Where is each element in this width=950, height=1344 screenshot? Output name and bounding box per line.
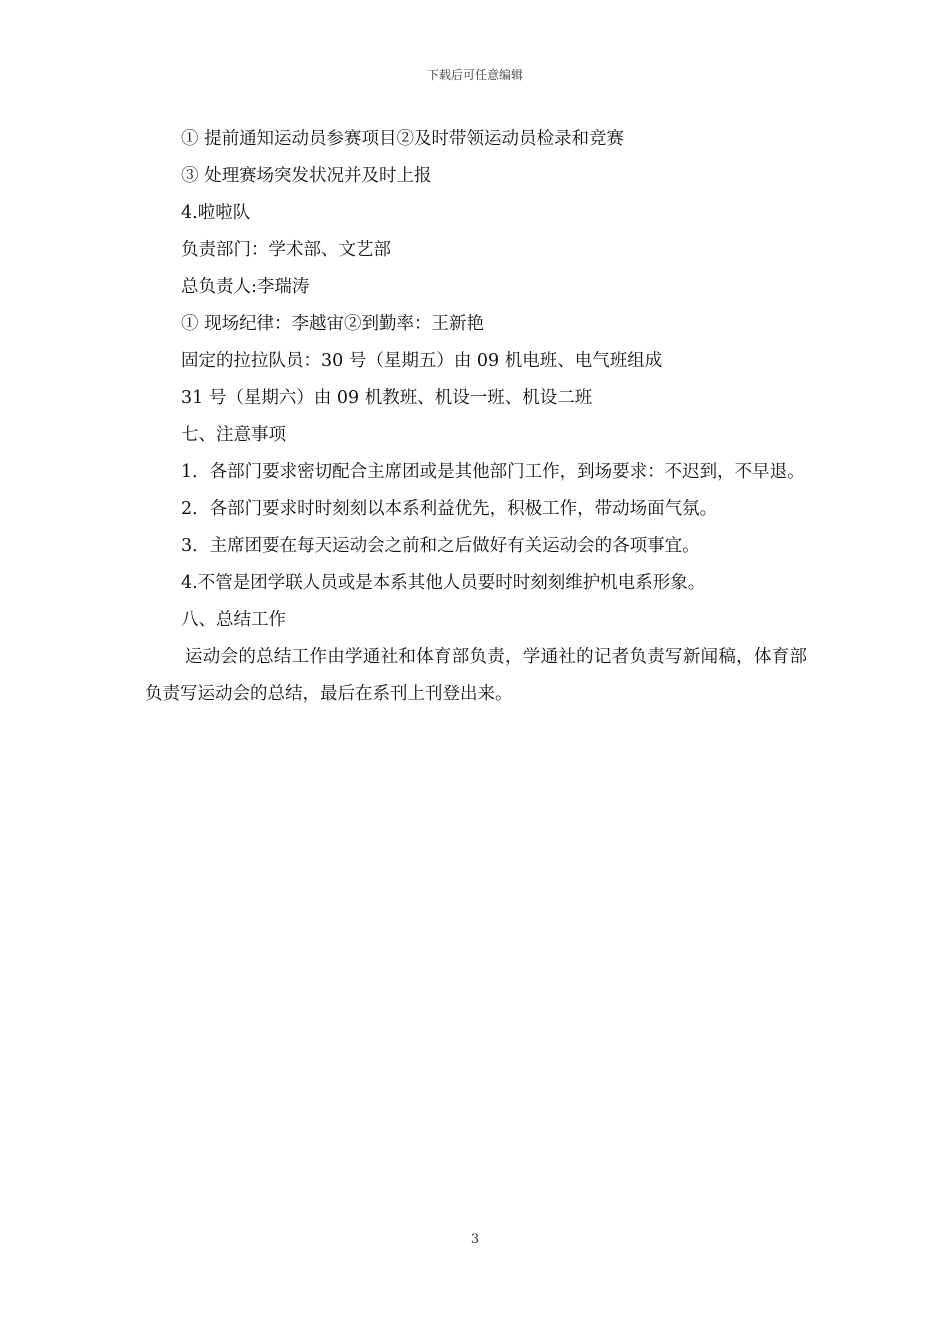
notice-item-3: 3．主席团要在每天运动会之前和之后做好有关运动会的各项事宜。 <box>181 536 700 556</box>
summary-paragraph: 运动会的总结工作由学通社和体育部负责，学通社的记者负责写新闻稿，体育部负责写运动会的总结，最后在系刊上刊登出来。 <box>145 647 807 704</box>
discipline-attendance: ① 现场纪律：李越宙②到勤率：王新艳 <box>181 314 485 334</box>
page-number: 3 <box>470 1232 480 1247</box>
text-line-athlete-duties-2: ③ 处理赛场突发状况并及时上报 <box>181 166 432 186</box>
notice-item-4: 4.不管是团学联人员或是本系其他人员要时时刻刻维护机电系形象。 <box>181 573 706 593</box>
text-line-athlete-duties-1: ① 提前通知运动员参赛项目②及时带领运动员检录和竞赛 <box>181 129 625 149</box>
chief-in-charge: 总负责人:李瑞涛 <box>181 277 310 297</box>
section-8-title: 八、总结工作 <box>181 610 286 630</box>
document-body <box>145 121 807 713</box>
responsible-departments: 负责部门：学术部、文艺部 <box>181 240 391 260</box>
notice-item-1: 1．各部门要求密切配合主席团或是其他部门工作，到场要求：不迟到，不早退。 <box>181 462 805 482</box>
page-header: 下载后可任意编辑 <box>426 68 523 82</box>
notice-item-2: 2．各部门要求时时刻刻以本系利益优先，积极工作，带动场面气氛。 <box>181 499 718 519</box>
cheer-team-heading: 4.啦啦队 <box>181 203 251 223</box>
fixed-cheer-members-friday: 固定的拉拉队员：30 号（星期五）由 09 机电班、电气班组成 <box>181 351 663 371</box>
section-7-title: 七、注意事项 <box>181 425 286 445</box>
fixed-cheer-members-saturday: 31 号（星期六）由 09 机教班、机设一班、机设二班 <box>181 388 593 408</box>
